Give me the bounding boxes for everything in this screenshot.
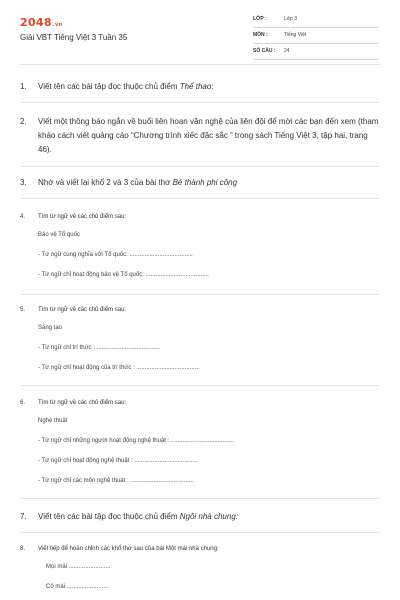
question-text-emphasis: Thể thao [179,82,212,91]
divider [20,166,380,167]
question-text: Viết một thông báo ngắn về buổi liên hoan văn nghệ của liên đội để mời các bạn đến xem (tham khảo cách viết quảng cáo “Chương trình xiếc đặc sắc ” trong sách Tiếng Việt 3, tập hai, trang 46). [38,117,379,154]
question-text-emphasis: Bé thành phi công [172,178,238,187]
question-number: 1. [20,82,27,91]
poem-line: Cô mái ......................... [46,584,109,590]
question-number: 3. [20,178,27,187]
question-text [38,80,380,94]
question-number: 8. [20,546,26,552]
meta-row-count [253,45,379,60]
answer-line: - Từ ngữ chỉ hoạt động nghệ thuật : ...................................... [38,458,198,464]
answer-line: - Từ ngữ chỉ trí thức : ...................................... [38,345,160,351]
question-number: 6. [20,400,26,406]
meta-value: Lớp 3 [284,16,298,22]
question-text [38,510,380,524]
header-divider [20,64,380,65]
topic-label: Sáng tạo [38,325,63,331]
meta-value: 24 [284,48,290,54]
question-text [38,176,380,190]
meta-row-class [253,13,379,28]
question-text-emphasis: Ngôi nhà chung: [179,512,238,521]
question-text: Tìm từ ngữ về các chủ điểm sau: [38,214,127,220]
question-text: Viết tiếp để hoàn chỉnh các khổ thơ sau của bài Một mái nhà chung: [38,546,219,552]
answer-line: - Từ ngữ chỉ hoạt động của trí thức : ...................................... [38,365,200,371]
meta-value: Tiếng Việt [284,32,307,38]
logo-suffix: .vn [52,22,63,28]
answer-line: - Từ ngữ chỉ các môn nghệ thuật : ...................................... [38,478,194,484]
topic-label: Nghệ thuật [38,418,68,424]
answer-line: - Từ ngữ chỉ hoạt động bảo vệ Tổ quốc: ...................................... [38,272,209,278]
question-text-tail: : [211,82,214,91]
answer-line: - Từ ngữ cùng nghĩa với Tổ quốc: ...................................... [38,252,193,258]
divider [20,198,380,199]
meta-key: MÔN : [253,32,268,38]
poem-line: Mọi mái ......................... [46,564,111,570]
divider [20,532,380,533]
question-number: 7. [20,512,27,521]
question-number: 2. [20,117,27,126]
question-text: Tìm từ ngữ về các chủ điểm sau: [38,400,127,406]
divider [20,294,380,295]
divider [20,498,380,499]
meta-key: LỚP : [253,16,267,22]
divider [20,385,380,386]
logo-text: 2048 [20,16,52,29]
document-title: Giải VBT Tiếng Việt 3 Tuần 35 [20,33,128,42]
site-logo[interactable] [20,16,62,29]
question-text-main: Nhớ và viết lại khổ 2 và 3 của bài thơ [38,178,173,187]
question-text-main: Viết tên các bài tập đọc thuộc chủ điểm [38,82,180,91]
topic-label: Bảo vệ Tổ quốc [38,232,80,238]
question-number: 5. [20,307,26,313]
divider [20,102,380,103]
answer-line: - Từ ngữ chỉ những người hoạt động nghệ thuật : ...................................... [38,438,235,444]
document-header [0,0,400,62]
meta-row-subject [253,29,379,44]
meta-table [253,13,379,61]
meta-key: SỐ CÂU : [253,48,276,54]
question-text: Tìm từ ngữ về các chủ điểm sau: [38,307,127,313]
question-number: 4. [20,214,26,220]
question-text-main: Viết tên các bài tập đọc thuộc chủ điểm [38,512,180,521]
